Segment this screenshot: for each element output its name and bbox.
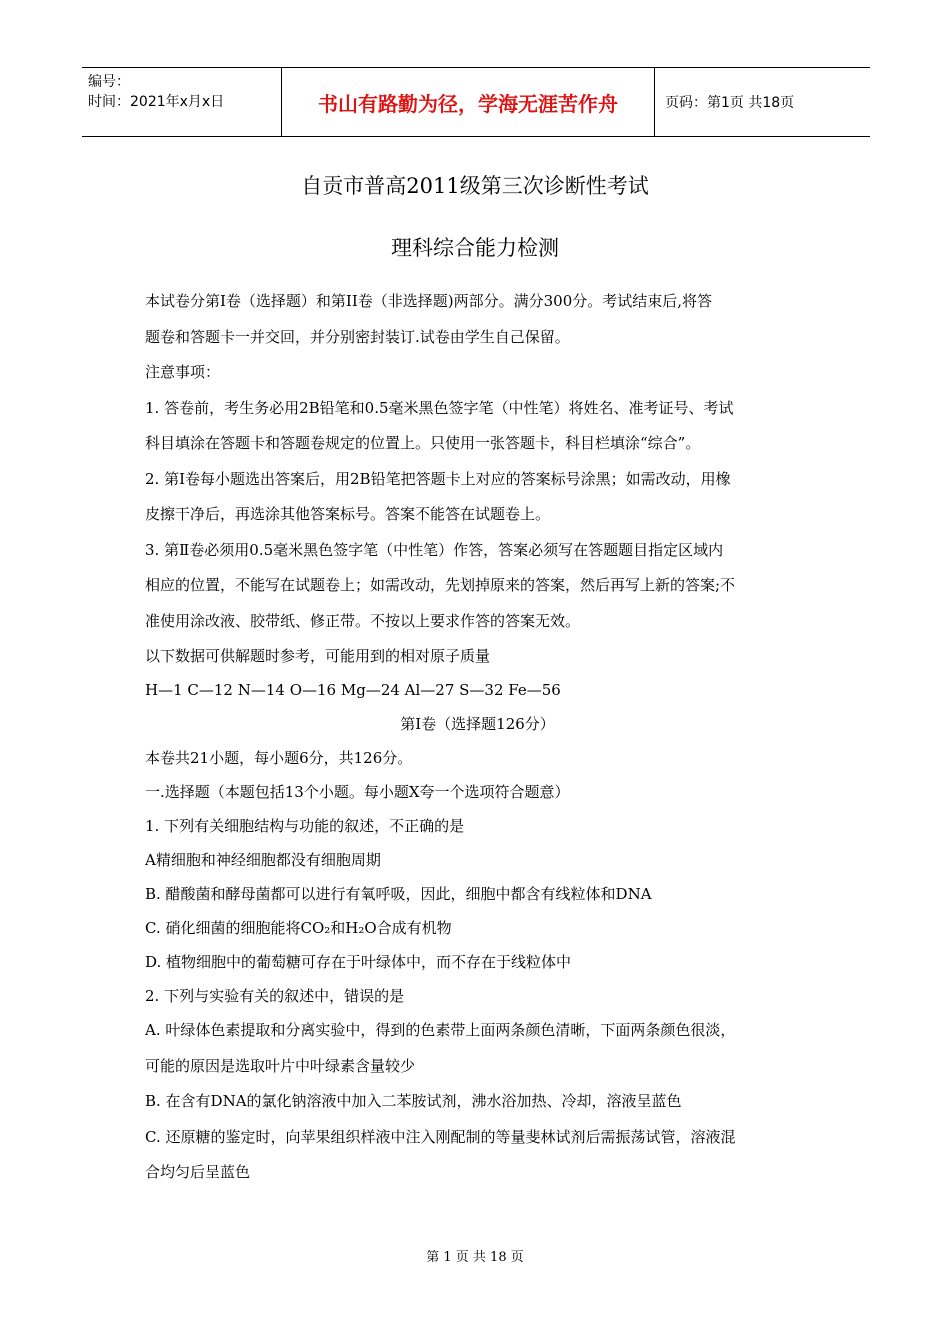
option: B. 醋酸菌和酵母菌都可以进行有氧呼吸，因此，细胞中都含有线粒体和DNA [145,885,652,903]
paragraph: 以下数据可供解题时参考，可能用到的相对原子质量 [145,647,491,665]
atomic-mass-line: H—1 C—12 N—14 O—16 Mg—24 Al—27 S—32 Fe—56 [145,681,561,699]
option: A精细胞和神经细胞都没有细胞周期 [145,851,381,869]
exam-subtitle: 理科综合能力检测 [391,236,559,260]
question: 2. 下列与实验有关的叙述中，错误的是 [145,987,405,1005]
section-heading: 第Ⅰ卷（选择题126分） [400,715,555,733]
time-label: 时间：2021年x月x日 [88,94,225,110]
paragraph: 本卷共21小题，每小题6分，共126分。 [145,749,413,767]
paragraph: 本试卷分第Ⅰ卷（选择题）和第II卷（非选择题)两部分。满分300分。考试结束后,将答 [145,292,713,310]
paragraph: 2. 第Ⅰ卷每小题选出答案后，用2B铅笔把答题卡上对应的答案标号涂黑；如需改动，用橡 [145,469,731,488]
header-motto: 书山有路勤为径，学海无涯苦作舟 [282,68,655,136]
paragraph: 准使用涂改液、胶带纸、修正带。不按以上要求作答的答案无效。 [145,611,581,630]
document-body [145,284,810,1191]
page-footer: 第 1 页 共 18 页 [426,1250,524,1265]
option: C. 还原糖的鉴定时，向苹果组织样液中注入刚配制的等量斐林试剂后需振荡试管，溶液混 [145,1127,736,1146]
question: 1. 下列有关细胞结构与功能的叙述，不正确的是 [145,817,465,835]
paragraph: 科目填涂在答题卡和答题卷规定的位置上。只使用一张答题卡，科目栏填涂“综合”。 [145,434,701,452]
option-continued: 合均匀后呈蓝色 [145,1163,251,1181]
exam-title: 自贡市普高2011级第三次诊断性考试 [301,174,649,198]
paragraph: 一.选择题（本题包括13个小题。每小题X夸一个选项符合题意） [145,783,570,801]
number-label: 编号： [88,74,130,90]
option: C. 硝化细菌的细胞能将CO₂和H₂O合成有机物 [145,919,452,937]
paragraph: 注意事项： [145,363,221,381]
paragraph: 皮擦干净后，再选涂其他答案标号。答案不能答在试题卷上。 [145,505,551,523]
option: D. 植物细胞中的葡萄糖可存在于叶绿体中，而不存在于线粒体中 [145,953,572,971]
document-header [82,67,870,137]
option: A. 叶绿体色素提取和分离实验中，得到的色素带上面两条颜色清晰，下面两条颜色很淡， [145,1021,736,1039]
option: B. 在含有DNA的氯化钠溶液中加入二苯胺试剂，沸水浴加热、冷却，溶液呈蓝色 [145,1092,682,1110]
option-continued: 可能的原因是选取叶片中叶绿素含量较少 [145,1056,416,1075]
paragraph: 题卷和答题卡一并交回，并分别密封装订.试卷由学生自己保留。 [145,327,570,346]
paragraph: 1. 答卷前，考生务必用2B铅笔和0.5毫米黑色签字笔（中性笔）将姓名、准考证号、考试 [145,398,734,417]
paragraph: 3. 第Ⅱ卷必须用0.5毫米黑色签字笔（中性笔）作答，答案必须写在答题题目指定区域内 [145,540,724,559]
paragraph: 相应的位置，不能写在试题卷上；如需改动，先划掉原来的答案，然后再写上新的答案;不 [145,576,736,594]
header-left-cell [82,68,282,136]
header-page-info: 页码：第1页 共18页 [665,95,795,111]
